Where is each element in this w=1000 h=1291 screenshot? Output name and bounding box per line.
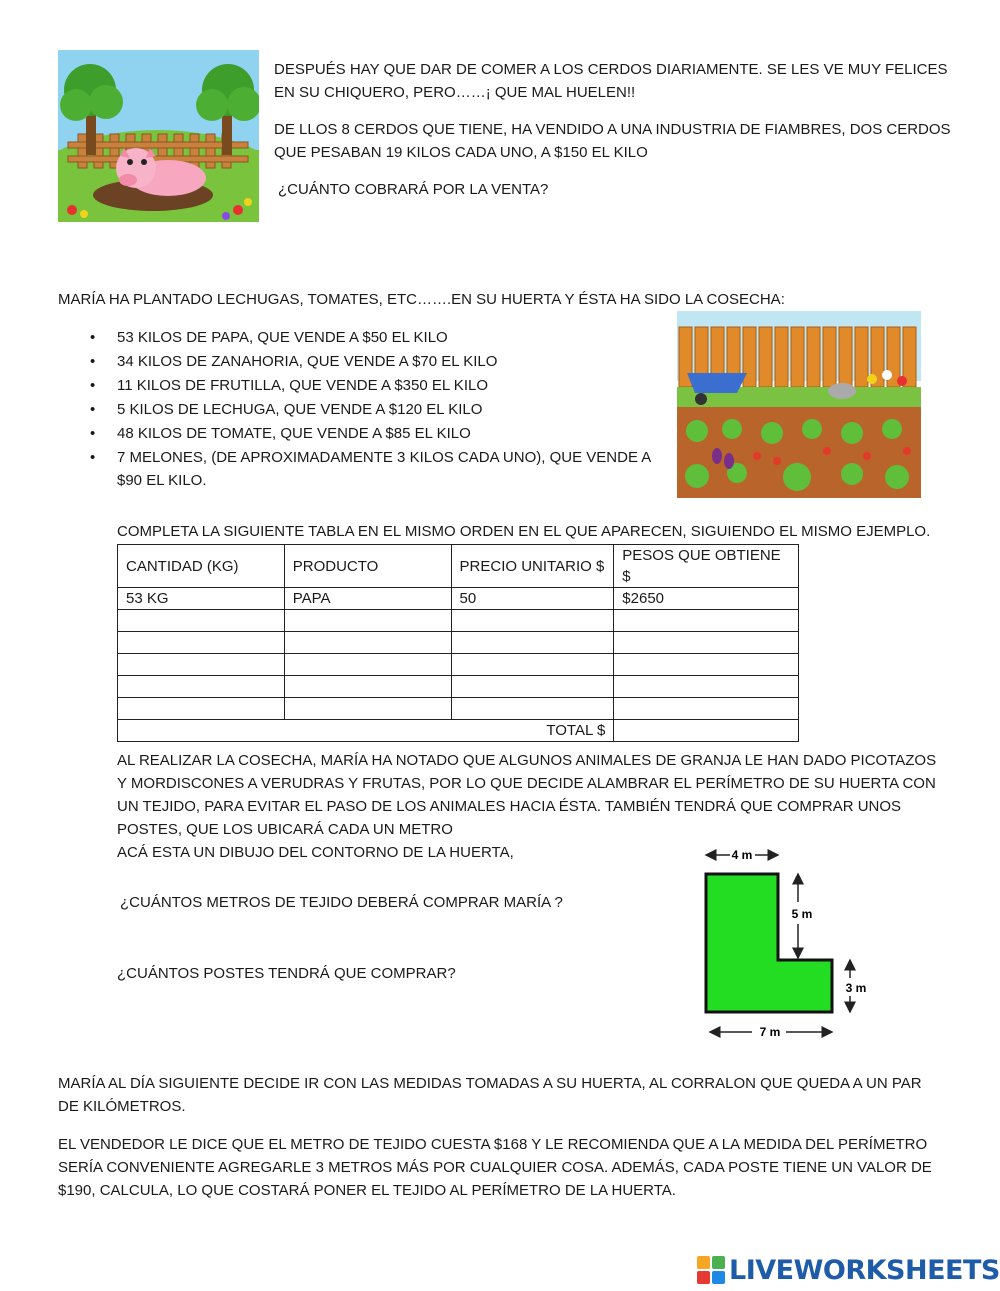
pig-section — [274, 58, 954, 215]
liveworksheets-brand — [697, 1253, 1000, 1287]
label-bottom: 7 m — [759, 1025, 781, 1039]
answer-cell[interactable] — [614, 654, 799, 676]
answer-cell[interactable] — [614, 632, 799, 654]
pig-paragraph-2: DE LLOS 8 CERDOS QUE TIENE, HA VENDIDO A UNA INDUSTRIA DE FIAMBRES, DOS CERDOS QUE PESABAN 19 KILOS CADA UNO, A $150 EL KILO — [274, 121, 951, 161]
list-item: • 11 KILOS DE FRUTILLA, QUE VENDE A $350 EL KILO — [90, 374, 660, 397]
answer-cell[interactable] — [451, 632, 614, 654]
drawing-note: ACÁ ESTA UN DIBUJO DEL CONTORNO DE LA HUERTA, — [117, 844, 514, 861]
table-header: PRECIO UNITARIO $ — [451, 545, 614, 588]
answer-cell[interactable] — [451, 654, 614, 676]
bullet-icon: • — [90, 425, 96, 442]
total-answer-cell[interactable] — [614, 720, 799, 742]
liveworksheets-logo-icon — [697, 1256, 725, 1284]
bullet-icon: • — [90, 401, 96, 418]
question-posts: ¿CUÁNTOS POSTES TENDRÁ QUE COMPRAR? — [117, 965, 456, 982]
table-header-row — [118, 545, 799, 588]
store-paragraph-2: EL VENDEDOR LE DICE QUE EL METRO DE TEJIDO CUESTA $168 Y LE RECOMIENDA QUE A LA MEDIDA DEL PERÍMETRO SERÍA CONVENIENTE AGREGARLE 3 METROS MÁS POR CUALQUIER COSA. ADEMÁS, CADA POSTE TIENE UN VALOR DE $190, CALCULA, LO QUE COSTARÁ PONER EL TEJIDO AL PERÍMETRO DE LA HUERTA. — [58, 1136, 932, 1199]
table-instruction: COMPLETA LA SIGUIENTE TABLA EN EL MISMO ORDEN EN EL QUE APARECEN, SIGUIENDO EL MISMO EJEMPLO. — [117, 523, 931, 540]
garden-illustration — [677, 311, 921, 498]
table-total-row — [118, 720, 799, 742]
label-top: 4 m — [731, 848, 753, 862]
list-item: • 34 KILOS DE ZANAHORIA, QUE VENDE A $70 EL KILO — [90, 350, 660, 373]
harvest-intro: MARÍA HA PLANTADO LECHUGAS, TOMATES, ETC…….EN SU HUERTA Y ÉSTA HA SIDO LA COSECHA: — [58, 291, 785, 308]
list-item: • 48 KILOS DE TOMATE, QUE VENDE A $85 EL KILO — [90, 422, 660, 445]
total-label: TOTAL $ — [118, 720, 614, 742]
answer-cell[interactable] — [614, 610, 799, 632]
table-header: CANTIDAD (KG) — [118, 545, 285, 588]
answer-cell[interactable] — [284, 610, 451, 632]
table-row[interactable] — [118, 610, 799, 632]
table-row[interactable] — [118, 676, 799, 698]
bullet-icon: • — [90, 353, 96, 370]
answer-cell[interactable] — [118, 610, 285, 632]
table-row[interactable] — [118, 698, 799, 720]
fence-paragraph: AL REALIZAR LA COSECHA, MARÍA HA NOTADO QUE ALGUNOS ANIMALES DE GRANJA LE HAN DADO PICOTAZOS Y MORDISCONES A VERUDRAS Y FRUTAS, POR LO QUE DECIDE ALAMBRAR EL PERÍMETRO DE SU HUERTA CON UN TEJIDO, PARA EVITAR EL PASO DE LOS ANIMALES HACIA ÉSTA. TAMBIÉN TENDRÁ QUE COMPRAR UNOS POSTES, QUE LOS UBICARÁ CADA UN METRO — [117, 752, 937, 838]
bullet-icon: • — [90, 449, 96, 466]
table-row[interactable] — [118, 632, 799, 654]
answer-cell[interactable] — [118, 698, 285, 720]
table-cell: PAPA — [284, 588, 451, 610]
answer-cell[interactable] — [451, 698, 614, 720]
brand-name: LIVEWORKSHEETS — [729, 1254, 1000, 1286]
pig-illustration — [58, 50, 259, 222]
answer-cell[interactable] — [284, 676, 451, 698]
list-item: • 53 KILOS DE PAPA, QUE VENDE A $50 EL KILO — [90, 326, 660, 349]
table-cell: $2650 — [614, 588, 799, 610]
table-cell: 50 — [451, 588, 614, 610]
answer-cell[interactable] — [284, 654, 451, 676]
question-meters: ¿CUÁNTOS METROS DE TEJIDO DEBERÁ COMPRAR MARÍA ? — [120, 894, 563, 911]
harvest-list — [90, 326, 660, 493]
store-paragraph-1: MARÍA AL DÍA SIGUIENTE DECIDE IR CON LAS MEDIDAS TOMADAS A SU HUERTA, AL CORRALON QUE QUEDA A UN PAR DE KILÓMETROS. — [58, 1075, 922, 1115]
answer-cell[interactable] — [284, 632, 451, 654]
label-right-upper: 5 m — [791, 907, 813, 921]
pig-paragraph-1: DESPUÉS HAY QUE DAR DE COMER A LOS CERDOS DIARIAMENTE. SE LES VE MUY FELICES EN SU CHIQUERO, PERO……¡ QUE MAL HUELEN!! — [274, 61, 948, 101]
table-cell: 53 KG — [118, 588, 285, 610]
answer-cell[interactable] — [118, 632, 285, 654]
bullet-icon: • — [90, 329, 96, 346]
sales-table — [117, 544, 799, 742]
bullet-icon: • — [90, 377, 96, 394]
table-row[interactable] — [118, 654, 799, 676]
list-item: • 5 KILOS DE LECHUGA, QUE VENDE A $120 EL KILO — [90, 398, 660, 421]
answer-cell[interactable] — [614, 676, 799, 698]
answer-cell[interactable] — [284, 698, 451, 720]
garden-outline-diagram — [690, 842, 890, 1042]
list-item: • 7 MELONES, (DE APROXIMADAMENTE 3 KILOS CADA UNO), QUE VENDE A $90 EL KILO. — [90, 446, 660, 492]
answer-cell[interactable] — [451, 610, 614, 632]
pig-question: ¿CUÁNTO COBRARÁ POR LA VENTA? — [278, 181, 549, 198]
answer-cell[interactable] — [118, 654, 285, 676]
label-right-lower: 3 m — [845, 981, 867, 995]
table-row — [118, 588, 799, 610]
table-header: PESOS QUE OBTIENE $ — [614, 545, 799, 588]
answer-cell[interactable] — [118, 676, 285, 698]
answer-cell[interactable] — [614, 698, 799, 720]
answer-cell[interactable] — [451, 676, 614, 698]
garden-shape — [706, 874, 832, 1012]
table-header: PRODUCTO — [284, 545, 451, 588]
